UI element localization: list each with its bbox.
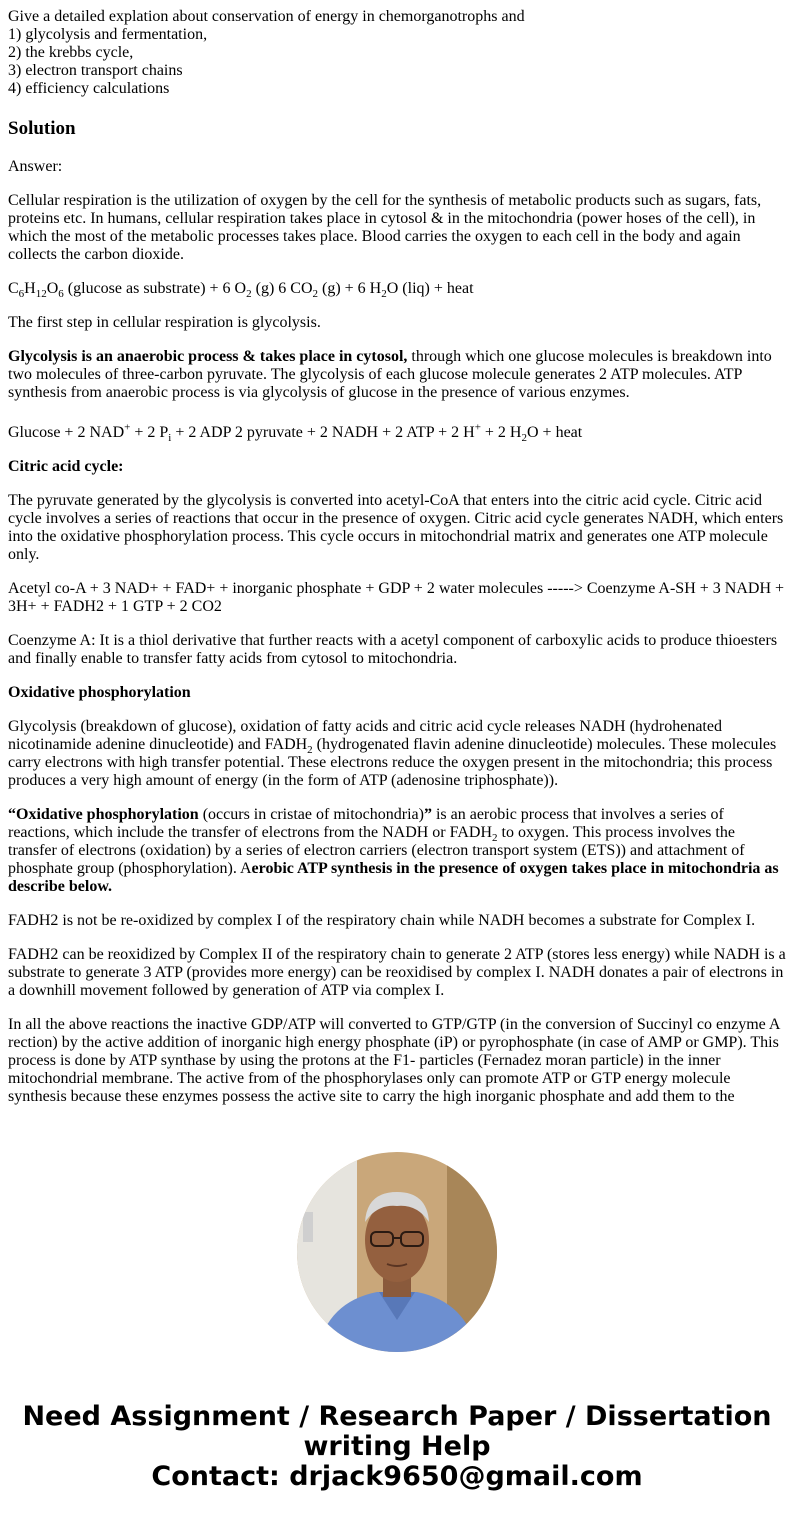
question-item: 2) the krebbs cycle, — [8, 44, 134, 61]
paragraph-oxidative-2: “Oxidative phosphorylation (occurs in cristae of mitochondria)” is an aerobic process that involves a series of reactions, which include the transfer of electrons from the NADH or $FADH_2$ to oxygen. This process involves the transfer of electrons (oxidation) by a series of electron carriers (electron transport system (ETS)) and attachment of phosphate group (phosphorylation). Aerobic ATP synthesis in the presence of oxygen takes place in mitochondria as describe below. — [8, 806, 779, 895]
question-item: 1) glycolysis and fermentation, — [8, 26, 208, 43]
document-body — [8, 8, 786, 1122]
paragraph-atp-synthase: In all the above reactions the inactive GDP/ATP will converted to GTP/GTP (in the conversion of Succinyl co enzyme A rection) by the active addition of inorganic high energy phosphate (iP) or pyrophosphate (in case of AMP or GMP). This process is done by ATP synthase by using the protons at the F1- particles (Fernadez moran particle) in the inner mitochondrial membrane. The active from of the phosphorylases only can promote ATP or GTP energy molecule synthesis because these enzymes possess the active site to carry the high inorganic phosphate and add them to the — [8, 1016, 780, 1105]
answer-label: Answer: — [8, 158, 63, 175]
oxidative-heading: Oxidative phosphorylation — [8, 684, 191, 701]
paragraph-respiration: Cellular respiration is the utilization of oxygen by the cell for the synthesis of metabolic products such as sugars, fats, proteins etc. In humans, cellular respiration takes place in cytosol & in the mitochondria (power hoses of the cell), in which the most of the metabolic processes takes place. Blood carries the oxygen to each cell in the body and again collects the carbon dioxide. — [8, 192, 762, 263]
solution-heading: Solution — [8, 118, 76, 139]
citric-heading: Citric acid cycle: — [8, 458, 124, 475]
paragraph-oxidative-1: Glycolysis (breakdown of glucose), oxidation of fatty acids and citric acid cycle releases NADH (hydrohenated nicotinamide adenine dinucleotide) and $FADH_2$ (hydrogenated flavin adenine dinucleotide) molecules. These molecules carry electrons with high transfer potential. These electrons reduce the oxygen present in the mitochondria; this process produces a very high amount of energy (in the form of ATP (adenosine triphosphate)). — [8, 718, 777, 789]
advertisement-banner — [0, 1402, 794, 1492]
ad-line-2: writing Help — [303, 1431, 491, 1462]
author-portrait-image — [297, 1152, 497, 1352]
paragraph-first-step: The first step in cellular respiration is glycolysis. — [8, 314, 321, 331]
ad-line-1: Need Assignment / Research Paper / Dissertation — [22, 1401, 772, 1432]
question-item: 4) efficiency calculations — [8, 80, 170, 97]
question-item: 3) electron transport chains — [8, 62, 183, 79]
question-intro: Give a detailed explation about conservation of energy in chemorganotrophs and — [8, 8, 525, 25]
paragraph-fadh2-1: FADH2 is not be re-oxidized by complex I of the respiratory chain while NADH becomes a substrate for Complex I. — [8, 912, 756, 929]
equation-respiration: $C_6H_{12}O_6$ (glucose as substrate) + 6 $O_2$ (g) 6 $CO_2$ (g) + 6 $H_2O$ (liq) + heat — [8, 280, 474, 301]
ad-contact: Contact: drjack9650@gmail.com — [151, 1461, 643, 1492]
paragraph-coenzyme-a: Coenzyme A: It is a thiol derivative that further reacts with a acetyl component of carboxylic acids to produce thioesters and finally enable to transfer fatty acids from cytosol to mitochondria. — [8, 632, 778, 667]
paragraph-fadh2-2: FADH2 can be reoxidized by Complex II of the respiratory chain to generate 2 ATP (stores less energy) while NADH is a substrate to generate 3 ATP (provides more energy) can be reoxidised by complex I. NADH donates a pair of electrons in a downhill movement followed by generation of ATP via complex I. — [8, 946, 786, 999]
paragraph-citric: The pyruvate generated by the glycolysis is converted into acetyl-CoA that enters into the citric acid cycle. Citric acid cycle involves a series of reactions that occur in the presence of oxygen. Citric acid cycle generates NADH, which enters into the oxidative phosphorylation process. This cycle occurs in mitochondrial matrix and generates one ATP molecule only. — [8, 492, 784, 563]
author-avatar — [297, 1152, 497, 1352]
paragraph-glycolysis: Glycolysis is an anaerobic process & takes place in cytosol, through which one glucose molecules is breakdown into two molecules of three-carbon pyruvate. The glycolysis of each glucose molecule generates 2 ATP molecules. ATP synthesis from anaerobic process is via glycolysis of glucose in the presence of various enzymes. — [8, 348, 772, 401]
equation-glycolysis: Glucose + 2 NAD+ + 2 $P_i + 2$ ADP 2 pyruvate + 2 NADH + 2 ATP + 2 H+ + 2 $H_2O$ + heat — [8, 421, 583, 445]
equation-citric: Acetyl co-A + 3 NAD+ + FAD+ + inorganic phosphate + GDP + 2 water molecules -----> Coenzyme A-SH + 3 NADH + 3H+ + FADH2 + 1 GTP + 2 CO2 — [8, 580, 785, 615]
